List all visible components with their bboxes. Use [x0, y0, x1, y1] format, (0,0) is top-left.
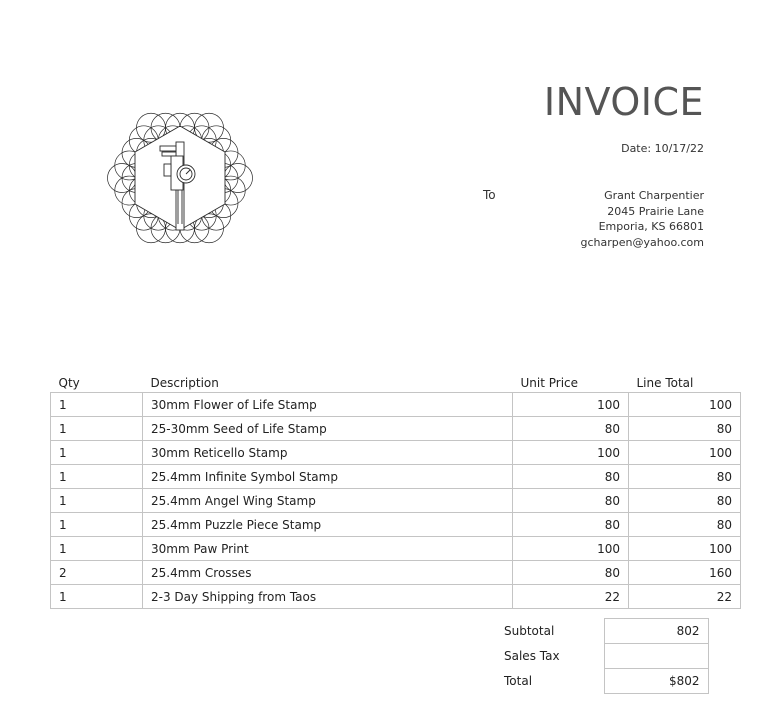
cell-unit-price: 80 [513, 417, 629, 441]
flower-of-life-caliper-logo-icon [80, 68, 280, 288]
cell-line-total: 100 [629, 537, 741, 561]
cell-unit-price: 100 [513, 537, 629, 561]
cell-unit-price: 80 [513, 489, 629, 513]
cell-description: 2-3 Day Shipping from Taos [143, 585, 513, 609]
cell-unit-price: 80 [513, 513, 629, 537]
total-label: Total [504, 674, 533, 688]
cell-qty: 1 [51, 417, 143, 441]
cell-line-total: 80 [629, 417, 741, 441]
invoice-date: Date: 10/17/22 [621, 142, 704, 155]
table-row [51, 513, 741, 537]
cell-description: 25.4mm Crosses [143, 561, 513, 585]
to-label: To [483, 188, 496, 202]
table-header-row [51, 368, 741, 393]
cell-unit-price: 100 [513, 441, 629, 465]
cell-description: 25.4mm Infinite Symbol Stamp [143, 465, 513, 489]
cell-line-total: 80 [629, 465, 741, 489]
sales-tax-value [604, 644, 708, 669]
sales-tax-label: Sales Tax [504, 649, 560, 663]
cell-unit-price: 80 [513, 465, 629, 489]
cell-unit-price: 100 [513, 393, 629, 417]
cell-qty: 2 [51, 561, 143, 585]
table-row [51, 417, 741, 441]
cell-description: 25-30mm Seed of Life Stamp [143, 417, 513, 441]
subtotal-value: 802 [604, 619, 708, 644]
cell-line-total: 100 [629, 441, 741, 465]
recipient-email: gcharpen@yahoo.com [580, 235, 704, 249]
column-header-description: Description [150, 376, 219, 390]
cell-description: 30mm Paw Print [143, 537, 513, 561]
line-items-table [50, 368, 741, 609]
recipient-street: 2045 Prairie Lane [607, 204, 704, 218]
recipient-city: Emporia, KS 66801 [598, 220, 704, 233]
subtotal-label: Subtotal [504, 624, 555, 638]
cell-description: 25.4mm Puzzle Piece Stamp [143, 513, 513, 537]
total-row [496, 669, 708, 694]
cell-line-total: 80 [629, 513, 741, 537]
cell-description: 30mm Flower of Life Stamp [143, 393, 513, 417]
cell-qty: 1 [51, 489, 143, 513]
sales-tax-row [496, 644, 708, 669]
cell-line-total: 80 [629, 489, 741, 513]
table-row [51, 561, 741, 585]
table-row [51, 441, 741, 465]
cell-description: 30mm Reticello Stamp [143, 441, 513, 465]
column-header-qty: Qty [58, 376, 80, 390]
subtotal-row [496, 619, 708, 644]
table-row [51, 537, 741, 561]
table-row [51, 465, 741, 489]
total-value: $802 [604, 669, 708, 694]
cell-unit-price: 22 [513, 585, 629, 609]
recipient-name: Grant Charpentier [604, 189, 704, 202]
totals-table [496, 618, 709, 694]
cell-line-total: 160 [629, 561, 741, 585]
cell-qty: 1 [51, 465, 143, 489]
table-row [51, 585, 741, 609]
cell-qty: 1 [51, 537, 143, 561]
invoice-title: INVOICE [543, 80, 704, 124]
cell-qty: 1 [51, 585, 143, 609]
table-row [51, 393, 741, 417]
cell-qty: 1 [51, 513, 143, 537]
cell-qty: 1 [51, 441, 143, 465]
cell-unit-price: 80 [513, 561, 629, 585]
column-header-unit-price: Unit Price [520, 376, 579, 390]
cell-line-total: 100 [629, 393, 741, 417]
table-row [51, 489, 741, 513]
cell-description: 25.4mm Angel Wing Stamp [143, 489, 513, 513]
cell-line-total: 22 [629, 585, 741, 609]
recipient-address-block [581, 188, 704, 250]
column-header-line-total: Line Total [636, 376, 694, 390]
cell-qty: 1 [51, 393, 143, 417]
